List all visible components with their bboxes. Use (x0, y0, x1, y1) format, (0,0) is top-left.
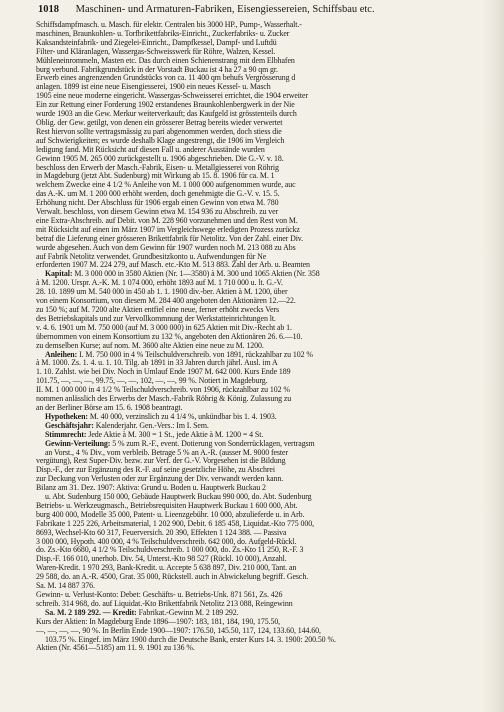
text-line: Betriebs- u. Werkzeugmasch., Betriebsrequisiten Hauptwerk Buckau 1 600 000, Abt. (36, 501, 298, 510)
text-line: schreib. 314 968, do. auf Liquidat.-Kto Brikettfabrik Netolitz 213 088, Reingewinn (36, 599, 293, 608)
page-edge-shadow (482, 0, 504, 712)
text-line: Rest hiervon sollte vertragsmässig zu pari abgenommen werden, doch stiess die (36, 127, 282, 136)
text-line: auf Schwierigkeiten; es wurde deshalb Klage angestrengt, die 1906 im Vergleich (36, 136, 285, 145)
text-line: an der Berliner Börse am 15. 6. 1908 beantragt. (36, 403, 183, 412)
text-line: vergütung), Rest Super-Div. bezw. zur Verf. der G.-V. Vorgesehen ist die Bildung (36, 457, 286, 466)
text-line: à M. 1200. Urspr. A.-K. M. 1 074 000, erhöht 1893 auf M. 1 710 000 u. lt. G.-V. (36, 279, 283, 288)
text-line: à M. 1000. Zs. 1. 4. u. 1. 10. Tilg. ab 1891 in 33 Jahren durch jährl. Ausl. im A (36, 359, 278, 368)
text-line: —, —, —, —, 90 %. In Berlin Ende 1900—1907: 176.50, 145.50, 117, 124, 133.60, 144.60, (36, 626, 321, 635)
text-line: anlagen. 1899 ist eine neue Eisengiesserei, 1900 ein neues Kessel- u. Masch (36, 83, 271, 92)
text-line: Erwerb eines angrenzenden Grundstücks von ca. 11 400 qm behufs Vergrösserung d (36, 74, 296, 83)
text-line: ledigung fand. Mit Rücksicht auf diesen Fall u. anderer Ausstände wurden (36, 145, 265, 154)
text-line: Aktien (Nr. 4561—5185) am 11. 9. 1901 zu 136 %. (36, 644, 195, 653)
text-line: II. M. 1 000 000 in 4 1/2 % Teilschuldverschreib. von 1906, rückzahlbar zu 102 % (36, 386, 290, 395)
text-line: nommen anlässlich des Erwerbs der Masch.-Fabrik Röhrig & König. Zulassung zu (36, 395, 292, 404)
text-line: Gewinn- u. Verlust-Konto: Debet: Geschäfts- u. Betriebs-Unk. 871 561, Zs. 426 (36, 591, 283, 599)
text-line: Sa. M. 14 887 376. (36, 582, 95, 591)
text-line: 28. 10. 1899 um M. 540 000 in 450 ab 1. 1. 1900 div.-ber. Aktien à M. 1200, über (36, 288, 288, 297)
text-line: von einem Konsortium, von diesem M. 284 400 angeboten den Aktionären 12.—22. (36, 297, 296, 306)
text-line: Disp.-F. 166 010, unerhob. Div. 54, Unterst.-Kto 98 527 (Rückl. 10 000), Anzahl. (36, 555, 287, 564)
text-line: beschloss den Erwerb der Masch.-Fabrik, Eisen- u. Metallgiesserei von Röhrig (36, 163, 279, 172)
text-line: v. 4. 6. 1901 um M. 750 000 (auf M. 3 000 000) in 625 Aktien mit Div.-Recht ab 1. (36, 323, 292, 332)
text-line: Waren-Kredit. 1 970 293, Bank-Kredit. u. Accepte 5 638 897, Div. 210 000, Tant. an (36, 564, 297, 573)
text-line: Kaksandsteinfabrik- und Ziegelei-Einricht., Dampfkessel, Dampf- und Luftdü (36, 38, 277, 47)
text-line: Verwalt. beschloss, von diesem Gewinn etwa M. 154 936 zu Abschreib. zu ver (36, 208, 279, 217)
text-line: maschinen, Braunkohlen- u. Torfbrikettfabriks-Einricht., Zuckerfabriks- u. Zucker (36, 29, 290, 38)
text-line: Schiffsdampfmasch. u. Masch. für elektr. Centralen bis 3000 HP., Pump-, Wasserhalt.- (36, 21, 302, 29)
text-line: 103.75 %. Eingef. im März 1900 durch die Deutsche Bank, erster Kurs 14. 3. 1900: 200.50 %. (45, 635, 336, 644)
text-line: Ein zur Rettung einer Forderung 1902 erstandenes Braunkohlenbergwerk in der Nie (36, 101, 295, 110)
text-line: Filter- und Kläranlagen, Wassergas-Schweisswerk für Röhre, Walzen, Kessel. (36, 47, 276, 56)
text-line: an Vorst., 4 % Div., vom verbleib. Betrage 5 % an A.-R. (ausser M. 9000 fester (45, 448, 288, 457)
running-title: Maschinen- und Armaturen-Fabriken, Eisengiessereien, Schiffsbau etc. (75, 4, 375, 15)
text-line: übernommen von einem Konsortium zu 132 %, angeboten den Aktionären 26. 6.—10. (36, 332, 303, 341)
text-body (36, 21, 498, 653)
text-line: 29 588, do. an A.-R. 4500, Grat. 35 000, Rückstell. auch in Abwickelung begriff. Gesch. (36, 573, 309, 582)
text-line: Oblig. der Gew. getilgt, von denen ein grösserer Betrag bereits wieder verwertet (36, 118, 283, 127)
text-line: Disp.-F., der zur Ergänzung des R.-F. auf seine gesetzliche Höhe, zu Abschrei (36, 466, 275, 475)
page-header (38, 3, 478, 17)
text-line: 101.75, —, —, —, 99.75, —, —, 102, —, —, 99 %. Notiert in Magdeburg. (36, 377, 268, 386)
text-line: burg 400 000, Modelle 35 000, Patent- u. Lieenzgebühr. 10 000, abzulieferde u. in Arb. (36, 510, 305, 519)
text-line: wurde abgesehen. Auch von dem Gewinn für 1907 wurden noch M. 213 088 zu Abs (36, 243, 296, 252)
text-line: Sa. M. 2 189 292. — Kredit: Fabrikat.-Gewinn M. 2 189 292. (45, 608, 239, 617)
text-line: betraf die Lieferung einer grösseren Brikettfabrik für Netolitz. Von der Zahl. einer Div. (36, 234, 304, 243)
text-line: Geschäftsjahr: Kalenderjahr. Gen.-Vers.: Im I. Sem. (45, 421, 209, 430)
text-line: Erhöhung nicht. Der Abschluss für 1906 ergab einen Gewinn von etwa M. 780 (36, 199, 279, 208)
page-number: 1018 (38, 4, 59, 15)
text-line: 1905 eine neue moderne eingericht. Wassergas-Schweisserei errichtet, die 1904 erweiter (36, 92, 308, 101)
text-line: Bilanz am 31. Dez. 1907: Aktiva: Grund u. Boden u. Hauptwerk Buckau 2 (36, 484, 266, 493)
text-line: wurde 1903 an die Gew. Merkur weiterverkauft; das Kaufgeld ist grösstenteils durch (36, 110, 297, 119)
text-line: Stimmrecht: Jede Aktie à M. 300 = 1 St., jede Aktie à M. 1200 = 4 St. (45, 430, 264, 439)
text-line: Gewinn 1905 M. 265 000 zurückgestellt u. 1906 abgeschrieben. Die G.-V. v. 18. (36, 154, 284, 163)
text-line: Mühleneinrommeln, Masten etc. Das durch einen Schienenstrang mit dem Elbhafen (36, 56, 295, 65)
text-line: u. Abt. Sudenburg 150 000, Gebäude Hauptwerk Buckau 990 000, do. Abt. Sudenburg (45, 493, 312, 502)
text-line: mit Rücksicht auf einen im März 1907 im Vergleichswege erledigten Prozess zurückz (36, 225, 300, 234)
text-line: in Magdeburg (jetzt Abt. Sudenburg) mit Wirkung ab 15. 8. 1906 für ca. M. 1 (36, 172, 275, 181)
text-line: Kapital: M. 3 000 000 in 3580 Aktien (Nr. 1—3580) à M. 300 und 1065 Aktien (Nr. 358 (45, 270, 320, 279)
text-line: do. Zs.-Kto 6680, 4 1/2 % Teilschuldverschreib. 1 000 000, do. Zs.-Kto 11 250, R.-F. 3 (36, 546, 304, 555)
text-line: auf Fabrik Netolitz verwendet. Grundbesitzkonto u. Aufwendungen für Ne (36, 252, 267, 261)
text-line: eine Extra-Abschreib. auf Debit. von M. 228 960 vorzunehmen und den Rest von M. (36, 216, 298, 225)
text-line: des Betriebskapitals und zur Vervollkommnung der Werkstatteinrichtungen lt. (36, 314, 276, 323)
text-line: 3 000 000, Hypoth. 400 000, 4 % Teilschuldverschreib. 642 000, do. Aufgeld-Rückl. (36, 537, 297, 546)
text-line: Kurs der Aktien: In Magdeburg Ende 1896—1907: 183, 181, 184, 190, 175.50, (36, 617, 281, 626)
text-line: burg verbund. Fabrikgrundstück in der Vorstadt Buckau ist 4 ha 27 a 90 qm gr. (36, 65, 278, 74)
text-line: zu demselben Kurse; auf nom. M. 3600 alte Aktien eine neue zu M. 1200. (36, 341, 264, 350)
text-line: Anleihen: I. M. 750 000 in 4 % Teilschuldverschreib. von 1891, rückzahlbar zu 102 % (45, 350, 313, 359)
text-line: Gewinn-Verteilung: 5 % zum R.-F., event. Dotierung von Sonderrücklagen, vertragsm (45, 439, 315, 448)
text-line: Hypotheken: M. 40 000, verzinslich zu 4 1/4 %, unkündbar bis 1. 4. 1903. (45, 412, 277, 421)
text-line: 8693, Wechsel-Kto 60 317, Feuerversich. 20 390, Effekten 1 124 388. — Passiva (36, 528, 287, 537)
text-line: zur Deckung von Verlusten oder zur Ergänzung der Div. verwandt werden kann. (36, 475, 284, 484)
text-line: Fabrikate 1 225 226, Arbeitsmaterial, 1 202 900, Debit. 6 185 458, Liquidat.-Kto 775 000, (36, 519, 314, 528)
text-line: welchem Zwecke eine 4 1/2 % Anleihe von M. 1 000 000 aufgenommen wurde, auc (36, 181, 296, 190)
text-line: 1. 10. Zahlst. wie bei Div. Noch in Umlauf Ende 1907 M. 642 000. Kurs Ende 189 (36, 368, 291, 377)
text-line: erforderten 1907 M. 224 279, auf Masch. etc.-Kto M. 513 883. Zahl der Arb. u. Beamten (36, 261, 310, 270)
text-line: zu 150 %; auf M. 7200 alte Aktien entfiel eine neue, ferner erhöht zwecks Vers (36, 306, 279, 314)
text-line: das A.-K. um M. 1 200 000 erhöht werden, doch genehmigte die G.-V. v. 15. 5. (36, 190, 280, 199)
